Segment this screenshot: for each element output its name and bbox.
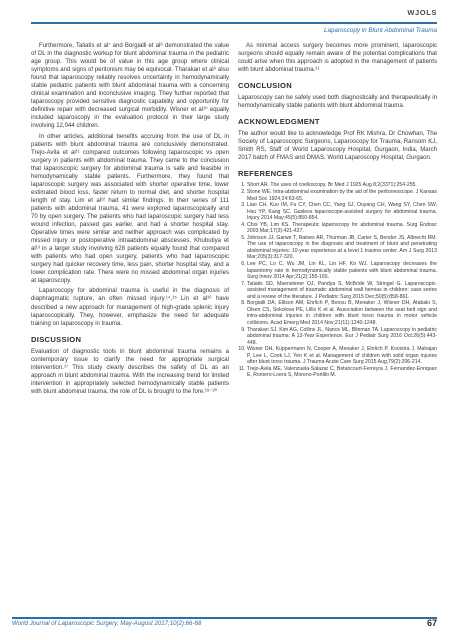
discussion-heading: DISCUSSION [31, 334, 82, 344]
reference-item: 8. Borgialli DA, Ellison AM, Ehrlich P, Bonsu B, Menaker J, Wisner DH, Atabaki S, Olsen CS, Sokolova PE, Lillis K et al. Association between the seat belt sign and intra-abdominal injuries in children with blunt torso trauma in motor vehicle collisions. Acad Emerg Med 2014 Nov;21(11):1240-1248. [247, 300, 437, 326]
reference-item: 2. Stone WE. Intra-abdominal examination by the aid of the peritoneoscope. J Kansas Med Soc 1924;24:63-65. [247, 189, 437, 202]
journal-name: WJOLS [407, 8, 437, 17]
conclusion-heading: CONCLUSION [238, 81, 293, 91]
reference-item: 10. Wisner DH, Kuppermann N, Cooper A, Menaker J, Ehrlich P, Kooistra J, Mahajan P, Lee L, Cook LJ, Yen K et al. Management of children with solid organ injuries after blunt torso trauma. J Trauma Acute Care Surg 2015 Aug;79(2):206-214. [247, 346, 437, 366]
page-number: 67 [426, 618, 437, 628]
paragraph: Laparoscopy can be safely used both diagnostically and therapeutically in hemodynamically stable patients with blunt abdominal trauma. [238, 95, 437, 110]
paragraph: In other articles, additional benefits accruing from the use of DL in patients with blunt abdominal trauma are conclusively demonstrated. Trejo-Avila et al¹¹ compared outcomes following laparoscopic vs open surgery in patients with abdominal trauma. They came to the conclusion that laparoscopic surgery for abdominal trauma is safe and feasible in hemodynamically stable patients. Furthermore, they found that laparoscopic surgery was associated with shorter operative time, lower estimated blood loss, faster return to normal diet, and shorter hospital length of stay. Lim et al¹² had similar findings. In their series of 111 patients with abdominal trauma, 41 were explored laparoscopically and 70 by open surgery. The patients who had laparoscopic surgery had less wound infection, passed gas earlier, and had a shorter hospital stay. Operative times were similar and neither approach was complicated by missed injury or postoperative intraabdominal abscesses. Khubutiya et al¹³ in a larger study involving 628 patients equally found that compared with patients who had open surgery, patients who had laparoscopic surgery had quicker recovery time, less pain, shorter hospital stay, and a lower complication rate. There were no missed abdominal organ injuries at laparoscopy. [31, 133, 229, 285]
reference-item: 11. Trejo-Ávila ME, Valenzuela-Salazar C, Betancourt-Ferreyra J, Fernandez-Enriquez E, Romero-Loera S, Moreno-Portillo M. [247, 366, 437, 379]
reference-item: 3. Liao CH, Kuo IM, Fu CY, Chen CC, Yang SJ, Ouyang CH, Wang SY, Chen SW, Hsu YP, Kang SC. Gasless laparoscope-assisted surgery for abdominal trauma. Injury 2014 May;45(5):850-854. [247, 202, 437, 222]
left-column [31, 42, 229, 398]
right-column [238, 42, 437, 379]
paragraph: Evaluation of diagnostic tools in blunt abdominal trauma remains a contemporary issue to clarify the need for appropriate surgical intervention.¹⁷ This study clearly describes the safety of DL as an approach in blunt abdominal trauma. With the increasing trend for limited intervention in appropriately selected hemodynamically stable patients with blunt abdominal trauma, the role of DL is brought to the fore.¹⁸⁻²⁰ [31, 348, 229, 395]
running-title: Laparoscopy in Blunt Abdominal Trauma [323, 27, 437, 34]
header-rule [31, 22, 437, 24]
footer-citation: World Journal of Laparoscopic Surgery, May-August 2017;10(2):66-68 [12, 620, 202, 627]
references-heading: REFERENCES [238, 169, 293, 179]
reference-list [238, 182, 437, 378]
paragraph: Laparoscopy for abdominal trauma is useful in the diagnosis of diaphragmatic rupture, an often missed injury.¹⁴,¹⁵ Lin et al¹⁶ have described a new approach for management of high-grade splenic injury laparoscopically. They, however, emphasize the need for adequate training on laparoscopy in trauma. [31, 288, 229, 327]
footer-rule [12, 617, 437, 619]
paragraph: Furthermore, Taliatis et al⁷ and Borgialli et al⁸ demonstrated the value of DL in the diagnostic workup for blunt abdominal trauma in the pediatric age group. This would be of value in this age group where clinical symptoms and signs of peritonism may be equivocal. Tharakan et al⁹ also found that laparoscopy reliably resolves uncertainty in hemodynamically stable pediatric patients with blunt abdominal trauma with a concerning clinical examination and inconclusive imaging. They further reported that laparoscopy provided sensitive diagnostic capability and opportunity for definitive repair with decreased surgical morbidity. Wisner et al¹⁰ equally included laparoscopy in the evaluation protocol in their large study involving 12,044 children. [31, 43, 229, 130]
reference-item: 7. Taliatis SD, Maenstener OJ, Pandya S, McBride W, Stringel G. Laparoscopic-assisted management of traumatic abdominal wall hernias in children: case series and a review of the literature. J Pediatric Surg 2015 Dec;50(5):858-861. [247, 281, 437, 301]
reference-item: 6. Lee PC, Lo C, Wu JM, Lin KL, Lin HF, Ko WJ. Laparoscopy decreases the laparotomy rate in hemodynamically stable patients with blunt abdominal trauma. Surg Innov 2014 Apr;21(2):155-165. [247, 261, 437, 281]
paragraph: As minimal access surgery becomes more prominent, laparoscopic surgeons should equally remain aware of the potential complications that could arise when this approach is adopted in the management of patients with blunt abdominal trauma.²¹ [238, 43, 437, 74]
reference-item: 1. Short AR. The uses of coelioscopy. Br Med J 1925 Aug 8;2(3371):254-255. [247, 182, 437, 189]
paragraph: The author would like to acknowledge Prof RK Mishra, Dr Chowhan, The Society of Laparoscopic Surgeons, Laparoscopy for Trauma, Ransom KJ, Smith RS, Staff of World Laparoscopy Hospital, Gurgaon, India, March 2017 batch of FMAS and DMAS, World Laparoscopy Hospital, Gurgaon. [238, 131, 437, 162]
reference-item: 9. Tharakan SJ, Kim AG, Collins JL, Nance ML, Blinman TA. Laparoscopy in pediatric abdominal trauma: A 13-Year Experience. Eur J Pediatr Surg 2016 Oct;26(5):443-448. [247, 327, 437, 347]
reference-item: 4. Choi YB, Lim KS. Therapeutic laparoscopy for abdominal trauma. Surg Endosc 2003 Mar;17(3):421-427. [247, 222, 437, 235]
reference-item: 5. Johnson JJ, Garwe T, Raines AR, Thurman JB, Carter S, Bender JS, Albrecht RM. The use of laparoscopy in the diagnosis and treatment of blunt and penetrating abdominal injuries: 10-year experience at a level 1 trauma center. Am J Surg 2013 Mar;205(3):317-320. [247, 235, 437, 261]
acknowledgment-heading: ACKNOWLEDGMENT [238, 117, 320, 127]
